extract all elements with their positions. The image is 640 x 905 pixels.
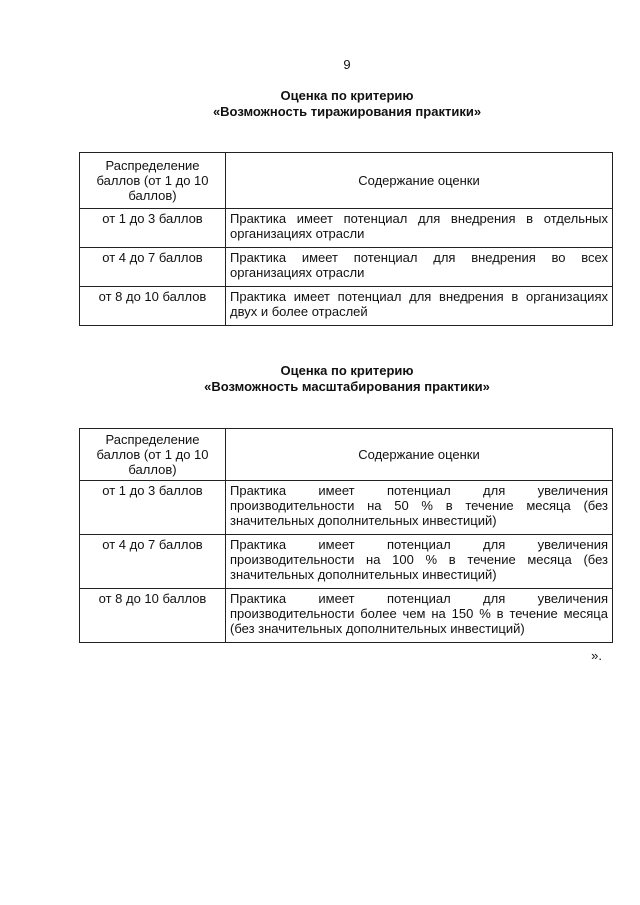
score-range-cell: от 8 до 10 баллов — [80, 589, 226, 643]
replication-score-table — [79, 152, 613, 326]
score-range-header: Распределение баллов (от 1 до 10 баллов) — [80, 153, 226, 209]
section-title-line: Оценка по критерию — [280, 88, 414, 103]
score-range-cell: от 1 до 3 баллов — [80, 209, 226, 248]
score-range-cell: от 4 до 7 баллов — [80, 535, 226, 589]
section-title-line: Оценка по критерию — [280, 363, 414, 378]
table-header-row — [80, 153, 613, 209]
section-title-criterion: «Возможность тиражирования практики» — [212, 104, 482, 119]
score-range-cell: от 1 до 3 баллов — [80, 481, 226, 535]
table-row — [80, 209, 613, 248]
section-title-criterion: «Возможность масштабирования практики» — [204, 379, 490, 394]
section-title-replication — [0, 88, 640, 120]
section-title-scaling — [0, 363, 640, 395]
score-description-cell: Практика имеет потенциал для увеличения производительности на 50 % в течение месяца (без значительных дополнительных инвестиций) — [226, 481, 613, 535]
score-range-header: Распределение баллов (от 1 до 10 баллов) — [80, 429, 226, 481]
score-content-header: Содержание оценки — [226, 153, 613, 209]
table-header-row — [80, 429, 613, 481]
score-description-cell: Практика имеет потенциал для внедрения в отдельных организациях отрасли — [226, 209, 613, 248]
scaling-score-table — [79, 428, 613, 643]
table-row — [80, 589, 613, 643]
score-description-cell: Практика имеет потенциал для внедрения во всех организациях отрасли — [226, 248, 613, 287]
table-row — [80, 248, 613, 287]
score-description-cell: Практика имеет потенциал для увеличения производительности на 100 % в течение месяца (без значительных дополнительных инвестиций) — [226, 535, 613, 589]
score-range-cell: от 4 до 7 баллов — [80, 248, 226, 287]
score-description-cell: Практика имеет потенциал для внедрения в организациях двух и более отраслей — [226, 287, 613, 326]
table-row — [80, 481, 613, 535]
page-number: 9 — [343, 57, 351, 72]
table-row — [80, 287, 613, 326]
score-range-cell: от 8 до 10 баллов — [80, 287, 226, 326]
closing-quote-mark: ». — [591, 648, 602, 663]
score-content-header: Содержание оценки — [226, 429, 613, 481]
table-row — [80, 535, 613, 589]
score-description-cell: Практика имеет потенциал для увеличения производительности более чем на 150 % в течение месяца (без значительных дополнительных инвестиций) — [226, 589, 613, 643]
